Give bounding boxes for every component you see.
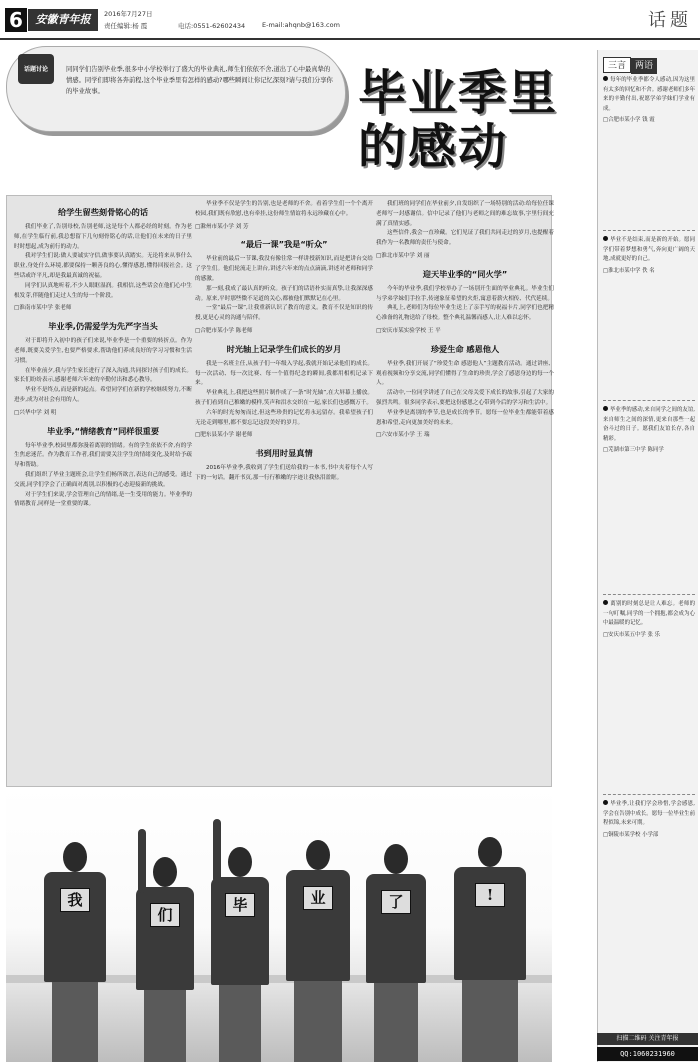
article-column-2 [195, 200, 373, 782]
graduate-figure [454, 837, 526, 1062]
article-paragraph: 今年的毕业季,我们学校举办了一场别开生面的毕业典礼。毕业生们与学弟学妹们手拉手,传递象征希望的火炬,寓意着薪火相传、代代延续。 [376, 285, 554, 302]
section-name: 话题 [648, 10, 692, 31]
article-paragraph: 一堂“最后一课”,让我重新认识了教育的意义。教育不仅是知识的传授,更是心灵的沟通与陪伴。 [195, 305, 373, 322]
bullet-icon [603, 600, 608, 605]
sidebar-comment-source: □安庆市某五中学 张 乐 [603, 631, 661, 638]
article-heading: 书到用时显真情 [255, 448, 313, 459]
article-heading: 珍爱生命 感恩他人 [430, 343, 500, 354]
article-paragraph: 毕业季不仅是学生的告别,也是老师的不舍。看着学生们一个个离开校园,我们既有欣慰,也有牵挂,这份师生情谊将永远珍藏在心中。 [195, 201, 373, 217]
article-heading: 给学生留些刻骨铭心的话 [57, 207, 149, 217]
article-paragraph: 2016年毕业季,我收到了学生们送给我的一本书,书中夹着每个人写下的一句话。翻开书页,那一行行稚嫩的字迹让我热泪盈眶。 [195, 465, 373, 481]
article-paragraph: 六年的时光匆匆而过,但这些珍贵的记忆将永远留存。我希望孩子们无论走到哪里,都不要忘记这段美好的岁月。 [195, 409, 373, 426]
sidebar-comment [603, 406, 695, 456]
graduates-photo [6, 787, 552, 1062]
article-heading: 时光轴上记录学生们成长的岁月 [226, 343, 342, 354]
editor-email: E-mail:ahqnb@163.com [262, 21, 340, 29]
masthead [0, 0, 700, 40]
author-signature: □兴华中学 刘 明 [14, 409, 57, 416]
article-paragraph: 每年毕业季,校园里都弥漫着离别的情绪。有的学生依依不舍,有的学生焦虑迷茫。作为教育工作者,我们需要关注学生的情绪变化,及时给予疏导和帮助。 [14, 442, 192, 469]
article-paragraph: 我是一名班主任,从孩子们一年级入学起,我就开始记录他们的成长。每一次活动、每一次比赛、每一个值得纪念的瞬间,我都用相机记录下来。 [195, 360, 373, 387]
sidebar-comment-text: 毕业不是结束,而是新的开始。愿同学们带着梦想和勇气,奔向更广阔的天地,成就更好的自己。 [603, 237, 695, 263]
editor-name: 责任编辑:杨 霞 [104, 22, 148, 30]
headline-line: 的感动 [358, 119, 509, 175]
graduate-figure [286, 840, 350, 1062]
sidebar-comment [603, 600, 695, 640]
graduate-figure [136, 857, 194, 1062]
author-signature: □淮南市某中学 张老师 [14, 305, 72, 312]
article-heading: 毕业季,仍需爱学为先严字当头 [48, 321, 158, 332]
article-paragraph: 我们班的同学们在毕业前夕,自发组织了一场特别的活动:给每位任课老师写一封感谢信。信中记录了他们与老师之间的难忘故事,字里行间充满了真情实感。 [376, 201, 554, 227]
sidebar-tabs [603, 53, 657, 69]
graduate-figure [44, 842, 106, 1062]
article-paragraph: 毕业季,我们开展了“珍爱生命 感恩他人”主题教育活动。通过讲座、观看视频和分享交流,同学们懂得了生命的珍贵,学会了感恩身边的每一个人。 [376, 360, 554, 387]
sidebar-divider [603, 594, 695, 595]
article-paragraph: 对于学生们来说,学会管理自己的情绪,是一生受用的能力。毕业季的情绪教育,同样是一堂重要的课。 [14, 491, 192, 508]
sidebar-comment-source: □芜湖市第三中学 陈同学 [603, 447, 664, 454]
qq-number: QQ:1060231960 [597, 1047, 698, 1061]
article-paragraph: 我们毕业了,告别母校,告别老师,这是每个人都必经的时刻。作为老师,在学生临行前,我总想留下几句刻骨铭心的话,让他们在未来的日子里时时想起,成为前行的动力。 [14, 224, 192, 250]
article-paragraph: 活动中,一位同学讲述了自己在父母关爱下成长的故事,引起了大家的强烈共鸣。很多同学表示,要把这份感恩之心带到今后的学习和生活中。 [376, 390, 554, 406]
author-signature: □淮北市某中学 刘 丽 [376, 252, 430, 259]
sidebar-divider [603, 400, 695, 401]
bullet-icon [603, 800, 608, 805]
article-column-1 [14, 200, 192, 782]
page-number: 6 [5, 8, 27, 32]
sidebar-tab-label: 三言 [603, 57, 631, 73]
article-paragraph: 我们组织了毕业主题班会,让学生们畅所欲言,表达自己的感受。通过交流,同学们学会了正确面对离别,以积极的心态迎接新的挑战。 [14, 471, 192, 488]
sidebar-comment [603, 800, 695, 840]
sidebar-comment-text: 离别的时刻总是让人难忘。老师的一句叮嘱,同学的一个拥抱,都会成为心中最温暖的记忆。 [603, 601, 695, 627]
paper-name: 安徽青年报 [28, 9, 98, 31]
sidebar-comment-text: 每年的毕业季都令人感动,因为这里有太多的回忆和不舍。感谢老师们多年来的辛勤付出,祝愿学弟学妹们学业有成。 [603, 77, 695, 112]
article-paragraph: 毕业不是终点,而是新的起点。希望同学们在新的学校继续努力,不断进步,成为对社会有用的人。 [14, 387, 192, 403]
sidebar-comment-text: 毕业季的感动,来自同学之间的友谊,来自师生之间的深情,更来自那些一起奋斗过的日子。愿我们友谊长存,各自精彩。 [603, 407, 695, 442]
sidebar-comment-text: 毕业季,让我们学会珍惜,学会感恩,学会在告别中成长。愿每一位毕业生前程似锦,未来可期。 [603, 801, 695, 827]
raised-arm [213, 819, 221, 883]
article-paragraph: 毕业季是离别的季节,也是成长的季节。愿每一位毕业生都能带着感恩和希望,走向更加美好的未来。 [376, 409, 554, 426]
raised-arm [138, 829, 146, 893]
article-heading: “最后一课”我是“听众” [240, 239, 328, 250]
author-signature: □安庆市某实验学校 王 平 [376, 327, 441, 334]
article-paragraph: 在毕业前夕,我与学生家长进行了深入沟通,共同探讨孩子们的成长。家长们纷纷表示,感谢老师六年来的辛勤付出和悉心教导。 [14, 367, 192, 384]
shirt-sign: 们 [150, 903, 180, 927]
sidebar [597, 50, 698, 1062]
article-paragraph: 我对学生们说:做人要诚实守信,做事要认真踏实。无论将来从事什么职业,身处什么环境,都要保持一颗善良的心,懂得感恩,懂得回报社会。这些话或许平凡,却是我最真诚的祝福。 [14, 253, 192, 279]
shirt-sign: 业 [303, 886, 333, 910]
sidebar-divider [603, 794, 695, 795]
shirt-sign: ! [475, 883, 505, 907]
bullet-icon [603, 76, 608, 81]
article-paragraph: 这些信件,我会一直珍藏。它们见证了我们共同走过的岁月,也提醒着我作为一名教师的责任与使命。 [376, 230, 554, 247]
shirt-sign: 毕 [225, 893, 255, 917]
article-heading: 毕业季,“情绪教育”同样很重要 [46, 425, 160, 436]
article-paragraph: 毕业典礼上,我把这些照片制作成了一条“时光轴”,在大屏幕上播放。孩子们看到自己稚嫩的模样,笑声和泪水交织在一起,家长们也感慨万千。 [195, 390, 373, 406]
author-signature: □六安市某小学 王 瑞 [376, 432, 430, 439]
sidebar-comment-source: □铜陵市某学校 小学部 [603, 831, 659, 838]
shirt-sign: 我 [60, 888, 90, 912]
issue-date: 2016年7月27日 [104, 10, 153, 18]
author-signature: □合肥市某小学 陈老师 [195, 327, 253, 334]
sidebar-comment [603, 76, 695, 126]
headline [358, 66, 588, 174]
bullet-icon [603, 236, 608, 241]
author-signature: □肥东县某小学 谢老师 [195, 432, 253, 439]
topic-tag: 话题讨论 [18, 54, 54, 84]
article-paragraph: 对于即将升入初中的孩子们来说,毕业季是一个重要的转折点。作为老师,既要关爱学生,也要严格要求,帮助他们养成良好的学习习惯和生活习惯。 [14, 338, 192, 364]
sidebar-divider [603, 230, 695, 231]
editor-phone: 电话:0551-62602434 [178, 22, 246, 30]
sidebar-comment-source: □合肥市某小学 钱 霞 [603, 117, 655, 124]
graduate-figure [211, 847, 269, 1062]
sidebar-tab-label: 两语 [631, 58, 657, 74]
bullet-icon [603, 406, 608, 411]
article-column-3 [376, 200, 554, 782]
sidebar-comment-source: □淮北市某中学 佚 名 [603, 267, 655, 274]
article-heading: 迎天毕业季的“同火学” [422, 268, 508, 279]
intro-text: 同同学们告别毕业季,很多中小学校举行了盛大的毕业典礼,师生们依依不舍,道出了心中最真挚的情感。同学们即将各奔前程,这个毕业季里有怎样的感动?哪些瞬间让你记忆深刻?请与我们分享你的毕业故事。 [66, 66, 333, 95]
author-signature: □滁州市某小学 刘 芳 [195, 223, 249, 230]
sidebar-footer: 扫描二维码 关注青年报 [597, 1033, 698, 1045]
article-paragraph: 那一刻,我成了最认真的听众。孩子们的话语朴实而真挚,让我深深感动。原来,平时那些微不足道的关心,都被他们默默记在心里。 [195, 285, 373, 302]
graduate-figure [366, 844, 426, 1062]
article-paragraph: 毕业前的最后一节课,我没有像往常一样讲授新知识,而是把讲台交给了学生们。他们轮流走上讲台,讲述六年来的点点滴滴,讲述对老师和同学的感激。 [195, 256, 373, 282]
headline-line: 毕业季里 [358, 65, 559, 121]
sidebar-comment [603, 236, 695, 276]
article-paragraph: 典礼上,老师们为每位毕业生送上了亲手写的祝福卡片,同学们也把精心准备的礼物送给了母校。整个典礼温馨而感人,让人难以忘怀。 [376, 305, 554, 322]
article-paragraph: 同学们认真地听着,不少人眼眶湿润。我相信,这些话会在他们心中生根发芽,伴随他们走过人生的每一个阶段。 [14, 282, 192, 299]
shirt-sign: 了 [381, 890, 411, 914]
